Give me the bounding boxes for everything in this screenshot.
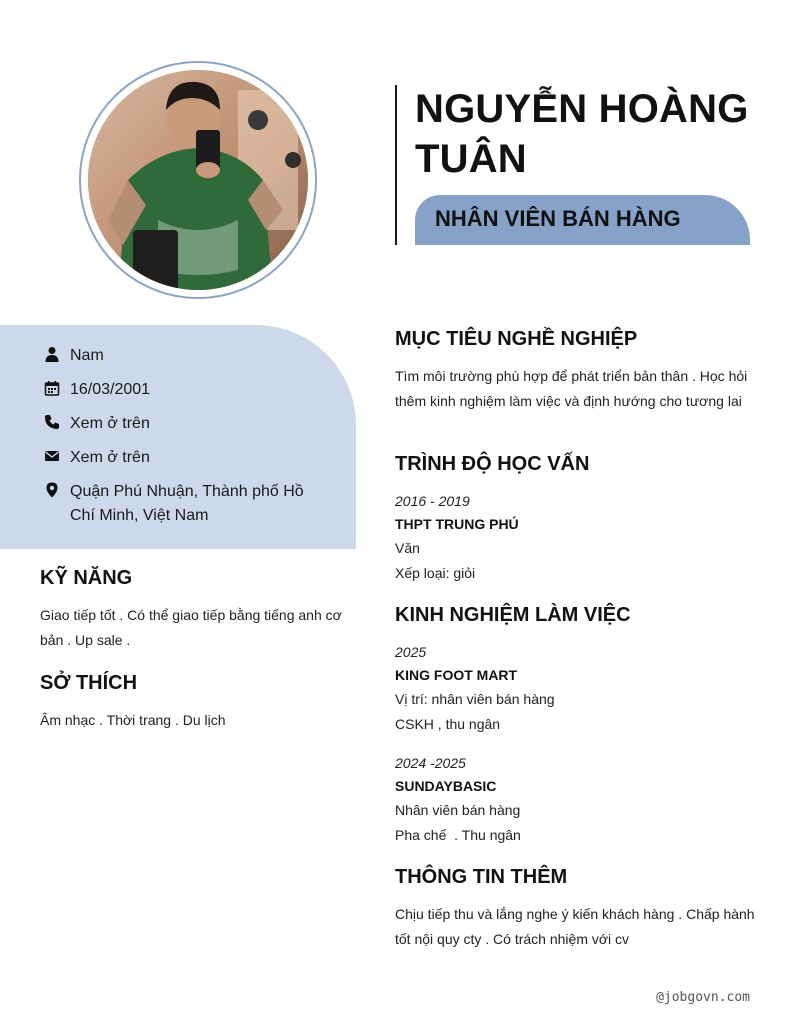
address-value: Quận Phú Nhuận, Thành phố Hồ Chí Minh, Việt Nam (70, 483, 304, 524)
objective-text: Tìm môi trường phù hợp để phát triển bản thân . Học hỏi thêm kinh nghiệm làm việc và định hướng cho tương lai (395, 368, 748, 409)
gender-value: Nam (70, 347, 104, 364)
education-heading: TRÌNH ĐỘ HỌC VẤN (395, 453, 590, 475)
job-title-badge (415, 195, 750, 245)
job-title: NHÂN VIÊN BÁN HÀNG (435, 206, 681, 231)
mail-icon (44, 448, 60, 464)
contact-email (44, 446, 315, 470)
full-name: NGUYỄN HOÀNG TUÂN (415, 87, 749, 181)
hobbies-heading: SỞ THÍCH (40, 672, 138, 694)
contact-phone (44, 412, 315, 436)
profile-photo (88, 70, 308, 290)
experience-period: 2024 -2025 (395, 755, 466, 771)
contact-gender (44, 344, 315, 368)
education-period: 2016 - 2019 (395, 493, 470, 509)
experience-heading: KINH NGHIỆM LÀM VIỆC (395, 604, 631, 626)
education-major: Văn (395, 540, 420, 556)
phone-icon (44, 414, 60, 430)
email-value: Xem ở trên (70, 449, 150, 466)
additional-info-text: Chịu tiếp thu và lắng nghe ý kiến khách hàng . Chấp hành tốt nội quy cty . Có trách nhiệm với cv (395, 906, 755, 947)
experience-company: SUNDAYBASIC (395, 778, 497, 794)
watermark: @jobgovn.com (656, 990, 750, 1005)
experience-line: Vị trí: nhân viên bán hàng (395, 691, 555, 707)
education-grade: Xếp loại: giỏi (395, 565, 476, 581)
location-pin-icon (44, 482, 60, 498)
experience-period: 2025 (395, 644, 427, 660)
birthdate-value: 16/03/2001 (70, 381, 151, 398)
person-icon (44, 346, 60, 362)
contact-birthdate (44, 378, 315, 402)
calendar-icon (44, 380, 60, 396)
avatar (88, 70, 308, 290)
skills-heading: KỸ NĂNG (40, 567, 133, 589)
contact-address (44, 480, 315, 528)
experience-line: Nhân viên bán hàng (395, 802, 521, 818)
experience-line: CSKH , thu ngân (395, 716, 501, 732)
hobbies-text: Âm nhạc . Thời trang . Du lịch (40, 712, 226, 728)
objective-heading: MỤC TIÊU NGHỀ NGHIỆP (395, 328, 638, 350)
experience-line: Pha chế . Thu ngân (395, 827, 521, 843)
phone-value: Xem ở trên (70, 415, 150, 432)
education-school: THPT TRUNG PHÚ (395, 516, 519, 532)
name-divider (395, 85, 397, 245)
additional-info-heading: THÔNG TIN THÊM (395, 866, 568, 888)
experience-company: KING FOOT MART (395, 667, 518, 683)
skills-text: Giao tiếp tốt . Có thể giao tiếp bằng tiếng anh cơ bản . Up sale . (40, 607, 342, 648)
